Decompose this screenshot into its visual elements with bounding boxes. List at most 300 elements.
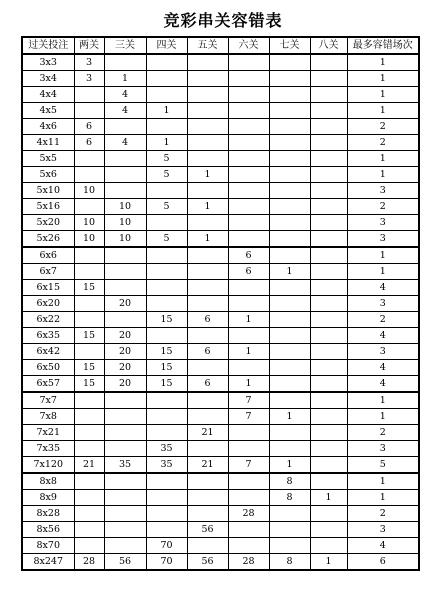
seven-legs-cell: 8 xyxy=(269,554,310,571)
four-legs-cell: 15 xyxy=(146,312,187,328)
bet-type-cell: 4x11 xyxy=(22,135,74,151)
max-tolerance-cell: 3 xyxy=(347,296,419,312)
bet-type-cell: 8x8 xyxy=(22,473,74,490)
three-legs-cell: 35 xyxy=(104,457,146,474)
two-legs-cell xyxy=(74,344,104,360)
three-legs-cell xyxy=(104,441,146,457)
four-legs-cell xyxy=(146,296,187,312)
eight-legs-cell xyxy=(310,199,347,215)
eight-legs-cell xyxy=(310,538,347,554)
header-bet-type: 过关投注 xyxy=(22,37,74,54)
three-legs-cell: 4 xyxy=(104,135,146,151)
table-row xyxy=(22,554,419,571)
eight-legs-cell xyxy=(310,441,347,457)
four-legs-cell: 5 xyxy=(146,151,187,167)
max-tolerance-cell: 3 xyxy=(347,183,419,199)
eight-legs-cell xyxy=(310,151,347,167)
four-legs-cell xyxy=(146,264,187,280)
eight-legs-cell xyxy=(310,54,347,71)
max-tolerance-cell: 1 xyxy=(347,247,419,264)
eight-legs-cell xyxy=(310,328,347,344)
table-row xyxy=(22,506,419,522)
six-legs-cell xyxy=(228,183,269,199)
five-legs-cell: 21 xyxy=(187,457,228,474)
six-legs-cell xyxy=(228,54,269,71)
five-legs-cell: 6 xyxy=(187,312,228,328)
two-legs-cell xyxy=(74,522,104,538)
bet-type-cell: 4x5 xyxy=(22,103,74,119)
five-legs-cell xyxy=(187,538,228,554)
seven-legs-cell xyxy=(269,247,310,264)
four-legs-cell: 15 xyxy=(146,360,187,376)
five-legs-cell: 6 xyxy=(187,344,228,360)
seven-legs-cell xyxy=(269,538,310,554)
five-legs-cell xyxy=(187,247,228,264)
table-row xyxy=(22,280,419,296)
two-legs-cell: 28 xyxy=(74,554,104,571)
bet-type-cell: 8x28 xyxy=(22,506,74,522)
table-row xyxy=(22,490,419,506)
table-body xyxy=(22,54,419,570)
four-legs-cell: 5 xyxy=(146,231,187,248)
bet-type-cell: 8x247 xyxy=(22,554,74,571)
four-legs-cell xyxy=(146,392,187,409)
bet-type-cell: 7x21 xyxy=(22,425,74,441)
two-legs-cell: 10 xyxy=(74,231,104,248)
max-tolerance-cell: 1 xyxy=(347,264,419,280)
four-legs-cell: 70 xyxy=(146,554,187,571)
six-legs-cell xyxy=(228,103,269,119)
eight-legs-cell xyxy=(310,522,347,538)
seven-legs-cell xyxy=(269,231,310,248)
table-row xyxy=(22,296,419,312)
four-legs-cell xyxy=(146,490,187,506)
three-legs-cell xyxy=(104,425,146,441)
three-legs-cell xyxy=(104,264,146,280)
table-row xyxy=(22,231,419,248)
max-tolerance-cell: 1 xyxy=(347,71,419,87)
seven-legs-cell xyxy=(269,296,310,312)
header-six-legs: 六关 xyxy=(228,37,269,54)
three-legs-cell xyxy=(104,54,146,71)
five-legs-cell xyxy=(187,54,228,71)
table-row xyxy=(22,135,419,151)
four-legs-cell: 35 xyxy=(146,457,187,474)
four-legs-cell xyxy=(146,328,187,344)
three-legs-cell: 4 xyxy=(104,103,146,119)
max-tolerance-cell: 3 xyxy=(347,522,419,538)
bet-type-cell: 6x57 xyxy=(22,376,74,393)
six-legs-cell xyxy=(228,441,269,457)
max-tolerance-cell: 4 xyxy=(347,360,419,376)
header-seven-legs: 七关 xyxy=(269,37,310,54)
five-legs-cell xyxy=(187,441,228,457)
six-legs-cell: 6 xyxy=(228,247,269,264)
max-tolerance-cell: 6 xyxy=(347,554,419,571)
bet-type-cell: 7x120 xyxy=(22,457,74,474)
bet-type-cell: 5x20 xyxy=(22,215,74,231)
bet-type-cell: 6x7 xyxy=(22,264,74,280)
eight-legs-cell xyxy=(310,103,347,119)
table-header-row xyxy=(22,37,419,54)
five-legs-cell xyxy=(187,490,228,506)
three-legs-cell xyxy=(104,522,146,538)
eight-legs-cell xyxy=(310,296,347,312)
eight-legs-cell xyxy=(310,247,347,264)
two-legs-cell: 15 xyxy=(74,328,104,344)
four-legs-cell: 35 xyxy=(146,441,187,457)
table-row xyxy=(22,215,419,231)
four-legs-cell: 70 xyxy=(146,538,187,554)
max-tolerance-cell: 1 xyxy=(347,87,419,103)
two-legs-cell xyxy=(74,199,104,215)
six-legs-cell: 6 xyxy=(228,264,269,280)
bet-type-cell: 5x26 xyxy=(22,231,74,248)
four-legs-cell: 5 xyxy=(146,167,187,183)
five-legs-cell xyxy=(187,328,228,344)
six-legs-cell: 7 xyxy=(228,409,269,425)
seven-legs-cell xyxy=(269,199,310,215)
six-legs-cell xyxy=(228,473,269,490)
six-legs-cell xyxy=(228,280,269,296)
five-legs-cell xyxy=(187,473,228,490)
max-tolerance-cell: 1 xyxy=(347,409,419,425)
four-legs-cell: 15 xyxy=(146,344,187,360)
table-row xyxy=(22,103,419,119)
table-row xyxy=(22,457,419,474)
five-legs-cell xyxy=(187,360,228,376)
bet-type-cell: 5x16 xyxy=(22,199,74,215)
max-tolerance-cell: 1 xyxy=(347,103,419,119)
max-tolerance-cell: 2 xyxy=(347,135,419,151)
six-legs-cell: 7 xyxy=(228,392,269,409)
table-row xyxy=(22,344,419,360)
two-legs-cell: 15 xyxy=(74,360,104,376)
seven-legs-cell xyxy=(269,506,310,522)
table-row xyxy=(22,392,419,409)
eight-legs-cell xyxy=(310,425,347,441)
five-legs-cell: 1 xyxy=(187,167,228,183)
five-legs-cell: 6 xyxy=(187,376,228,393)
table-row xyxy=(22,264,419,280)
bet-type-cell: 5x5 xyxy=(22,151,74,167)
five-legs-cell xyxy=(187,280,228,296)
four-legs-cell xyxy=(146,71,187,87)
table-row xyxy=(22,312,419,328)
max-tolerance-cell: 5 xyxy=(347,457,419,474)
table-row xyxy=(22,151,419,167)
six-legs-cell xyxy=(228,215,269,231)
five-legs-cell: 1 xyxy=(187,199,228,215)
eight-legs-cell xyxy=(310,360,347,376)
eight-legs-cell xyxy=(310,264,347,280)
six-legs-cell: 28 xyxy=(228,554,269,571)
two-legs-cell xyxy=(74,312,104,328)
six-legs-cell xyxy=(228,199,269,215)
table-row xyxy=(22,119,419,135)
three-legs-cell: 56 xyxy=(104,554,146,571)
two-legs-cell xyxy=(74,441,104,457)
five-legs-cell xyxy=(187,296,228,312)
bet-type-cell: 7x8 xyxy=(22,409,74,425)
bet-type-cell: 3x4 xyxy=(22,71,74,87)
bet-type-cell: 7x35 xyxy=(22,441,74,457)
three-legs-cell xyxy=(104,506,146,522)
seven-legs-cell xyxy=(269,376,310,393)
three-legs-cell xyxy=(104,312,146,328)
table-row xyxy=(22,473,419,490)
table-row xyxy=(22,360,419,376)
four-legs-cell xyxy=(146,54,187,71)
seven-legs-cell: 1 xyxy=(269,409,310,425)
three-legs-cell xyxy=(104,392,146,409)
five-legs-cell xyxy=(187,151,228,167)
seven-legs-cell: 8 xyxy=(269,473,310,490)
header-five-legs: 五关 xyxy=(187,37,228,54)
two-legs-cell xyxy=(74,490,104,506)
max-tolerance-cell: 4 xyxy=(347,376,419,393)
three-legs-cell xyxy=(104,183,146,199)
eight-legs-cell xyxy=(310,506,347,522)
three-legs-cell: 10 xyxy=(104,199,146,215)
two-legs-cell xyxy=(74,167,104,183)
table-row xyxy=(22,376,419,393)
table-row xyxy=(22,538,419,554)
seven-legs-cell xyxy=(269,280,310,296)
bet-type-cell: 6x15 xyxy=(22,280,74,296)
seven-legs-cell xyxy=(269,103,310,119)
four-legs-cell xyxy=(146,409,187,425)
eight-legs-cell xyxy=(310,215,347,231)
six-legs-cell: 7 xyxy=(228,457,269,474)
four-legs-cell xyxy=(146,247,187,264)
four-legs-cell: 5 xyxy=(146,199,187,215)
table-row xyxy=(22,328,419,344)
six-legs-cell xyxy=(228,296,269,312)
six-legs-cell: 28 xyxy=(228,506,269,522)
table-row xyxy=(22,441,419,457)
bet-type-cell: 6x50 xyxy=(22,360,74,376)
three-legs-cell: 20 xyxy=(104,344,146,360)
bet-type-cell: 6x22 xyxy=(22,312,74,328)
bet-type-cell: 8x70 xyxy=(22,538,74,554)
four-legs-cell xyxy=(146,215,187,231)
six-legs-cell: 1 xyxy=(228,376,269,393)
max-tolerance-cell: 3 xyxy=(347,231,419,248)
bet-type-cell: 3x3 xyxy=(22,54,74,71)
five-legs-cell xyxy=(187,87,228,103)
six-legs-cell xyxy=(228,360,269,376)
eight-legs-cell xyxy=(310,473,347,490)
eight-legs-cell xyxy=(310,457,347,474)
six-legs-cell: 1 xyxy=(228,344,269,360)
eight-legs-cell xyxy=(310,312,347,328)
five-legs-cell xyxy=(187,409,228,425)
six-legs-cell xyxy=(228,71,269,87)
two-legs-cell xyxy=(74,409,104,425)
two-legs-cell xyxy=(74,247,104,264)
page-title: 竞彩串关容错表 xyxy=(163,11,283,30)
two-legs-cell xyxy=(74,151,104,167)
bet-type-cell: 6x20 xyxy=(22,296,74,312)
seven-legs-cell xyxy=(269,328,310,344)
table-row xyxy=(22,71,419,87)
five-legs-cell xyxy=(187,119,228,135)
seven-legs-cell: 8 xyxy=(269,490,310,506)
four-legs-cell: 1 xyxy=(146,135,187,151)
five-legs-cell xyxy=(187,71,228,87)
eight-legs-cell xyxy=(310,135,347,151)
three-legs-cell: 20 xyxy=(104,360,146,376)
three-legs-cell: 10 xyxy=(104,231,146,248)
five-legs-cell xyxy=(187,215,228,231)
two-legs-cell xyxy=(74,296,104,312)
seven-legs-cell xyxy=(269,441,310,457)
seven-legs-cell xyxy=(269,522,310,538)
two-legs-cell: 10 xyxy=(74,215,104,231)
seven-legs-cell: 1 xyxy=(269,264,310,280)
two-legs-cell xyxy=(74,506,104,522)
three-legs-cell: 20 xyxy=(104,296,146,312)
max-tolerance-cell: 2 xyxy=(347,506,419,522)
two-legs-cell xyxy=(74,425,104,441)
four-legs-cell xyxy=(146,183,187,199)
table-row xyxy=(22,522,419,538)
eight-legs-cell xyxy=(310,280,347,296)
seven-legs-cell xyxy=(269,119,310,135)
seven-legs-cell xyxy=(269,151,310,167)
two-legs-cell xyxy=(74,264,104,280)
table-row xyxy=(22,409,419,425)
two-legs-cell: 15 xyxy=(74,280,104,296)
three-legs-cell: 4 xyxy=(104,87,146,103)
max-tolerance-cell: 4 xyxy=(347,280,419,296)
four-legs-cell xyxy=(146,522,187,538)
max-tolerance-cell: 1 xyxy=(347,54,419,71)
bet-type-cell: 4x4 xyxy=(22,87,74,103)
bet-type-cell: 8x9 xyxy=(22,490,74,506)
four-legs-cell xyxy=(146,425,187,441)
table-row xyxy=(22,54,419,71)
three-legs-cell xyxy=(104,409,146,425)
five-legs-cell xyxy=(187,183,228,199)
six-legs-cell: 1 xyxy=(228,312,269,328)
three-legs-cell xyxy=(104,119,146,135)
six-legs-cell xyxy=(228,87,269,103)
six-legs-cell xyxy=(228,490,269,506)
bet-type-cell: 6x6 xyxy=(22,247,74,264)
bet-type-cell: 5x10 xyxy=(22,183,74,199)
three-legs-cell xyxy=(104,151,146,167)
table-row xyxy=(22,247,419,264)
seven-legs-cell xyxy=(269,54,310,71)
five-legs-cell: 56 xyxy=(187,522,228,538)
three-legs-cell: 20 xyxy=(104,376,146,393)
six-legs-cell xyxy=(228,328,269,344)
max-tolerance-cell: 1 xyxy=(347,167,419,183)
six-legs-cell xyxy=(228,522,269,538)
eight-legs-cell xyxy=(310,231,347,248)
table-row xyxy=(22,425,419,441)
max-tolerance-cell: 1 xyxy=(347,392,419,409)
four-legs-cell xyxy=(146,280,187,296)
six-legs-cell xyxy=(228,151,269,167)
five-legs-cell xyxy=(187,135,228,151)
five-legs-cell: 56 xyxy=(187,554,228,571)
max-tolerance-cell: 1 xyxy=(347,473,419,490)
header-three-legs: 三关 xyxy=(104,37,146,54)
three-legs-cell xyxy=(104,280,146,296)
header-two-legs: 两关 xyxy=(74,37,104,54)
four-legs-cell xyxy=(146,473,187,490)
bet-type-cell: 7x7 xyxy=(22,392,74,409)
header-max-tolerance: 最多容错场次 xyxy=(347,37,419,54)
max-tolerance-cell: 4 xyxy=(347,328,419,344)
four-legs-cell: 15 xyxy=(146,376,187,393)
five-legs-cell: 21 xyxy=(187,425,228,441)
two-legs-cell: 15 xyxy=(74,376,104,393)
bet-type-cell: 8x56 xyxy=(22,522,74,538)
three-legs-cell xyxy=(104,538,146,554)
eight-legs-cell: 1 xyxy=(310,490,347,506)
three-legs-cell xyxy=(104,247,146,264)
two-legs-cell: 6 xyxy=(74,135,104,151)
table-row xyxy=(22,167,419,183)
five-legs-cell xyxy=(187,392,228,409)
bet-type-cell: 6x35 xyxy=(22,328,74,344)
two-legs-cell: 3 xyxy=(74,54,104,71)
seven-legs-cell xyxy=(269,167,310,183)
eight-legs-cell: 1 xyxy=(310,554,347,571)
seven-legs-cell: 1 xyxy=(269,457,310,474)
fault-tolerance-table xyxy=(21,36,420,571)
header-four-legs: 四关 xyxy=(146,37,187,54)
seven-legs-cell xyxy=(269,215,310,231)
three-legs-cell: 10 xyxy=(104,215,146,231)
three-legs-cell xyxy=(104,167,146,183)
seven-legs-cell xyxy=(269,425,310,441)
seven-legs-cell xyxy=(269,183,310,199)
five-legs-cell xyxy=(187,506,228,522)
five-legs-cell: 1 xyxy=(187,231,228,248)
four-legs-cell: 1 xyxy=(146,103,187,119)
four-legs-cell xyxy=(146,506,187,522)
bet-type-cell: 5x6 xyxy=(22,167,74,183)
three-legs-cell xyxy=(104,473,146,490)
eight-legs-cell xyxy=(310,167,347,183)
five-legs-cell xyxy=(187,264,228,280)
max-tolerance-cell: 4 xyxy=(347,538,419,554)
six-legs-cell xyxy=(228,167,269,183)
max-tolerance-cell: 2 xyxy=(347,199,419,215)
table-row xyxy=(22,87,419,103)
seven-legs-cell xyxy=(269,87,310,103)
three-legs-cell: 20 xyxy=(104,328,146,344)
five-legs-cell xyxy=(187,103,228,119)
two-legs-cell: 21 xyxy=(74,457,104,474)
two-legs-cell xyxy=(74,103,104,119)
bet-type-cell: 6x42 xyxy=(22,344,74,360)
max-tolerance-cell: 1 xyxy=(347,490,419,506)
seven-legs-cell xyxy=(269,312,310,328)
six-legs-cell xyxy=(228,425,269,441)
two-legs-cell: 3 xyxy=(74,71,104,87)
eight-legs-cell xyxy=(310,376,347,393)
two-legs-cell xyxy=(74,473,104,490)
max-tolerance-cell: 3 xyxy=(347,344,419,360)
six-legs-cell xyxy=(228,119,269,135)
two-legs-cell: 10 xyxy=(74,183,104,199)
